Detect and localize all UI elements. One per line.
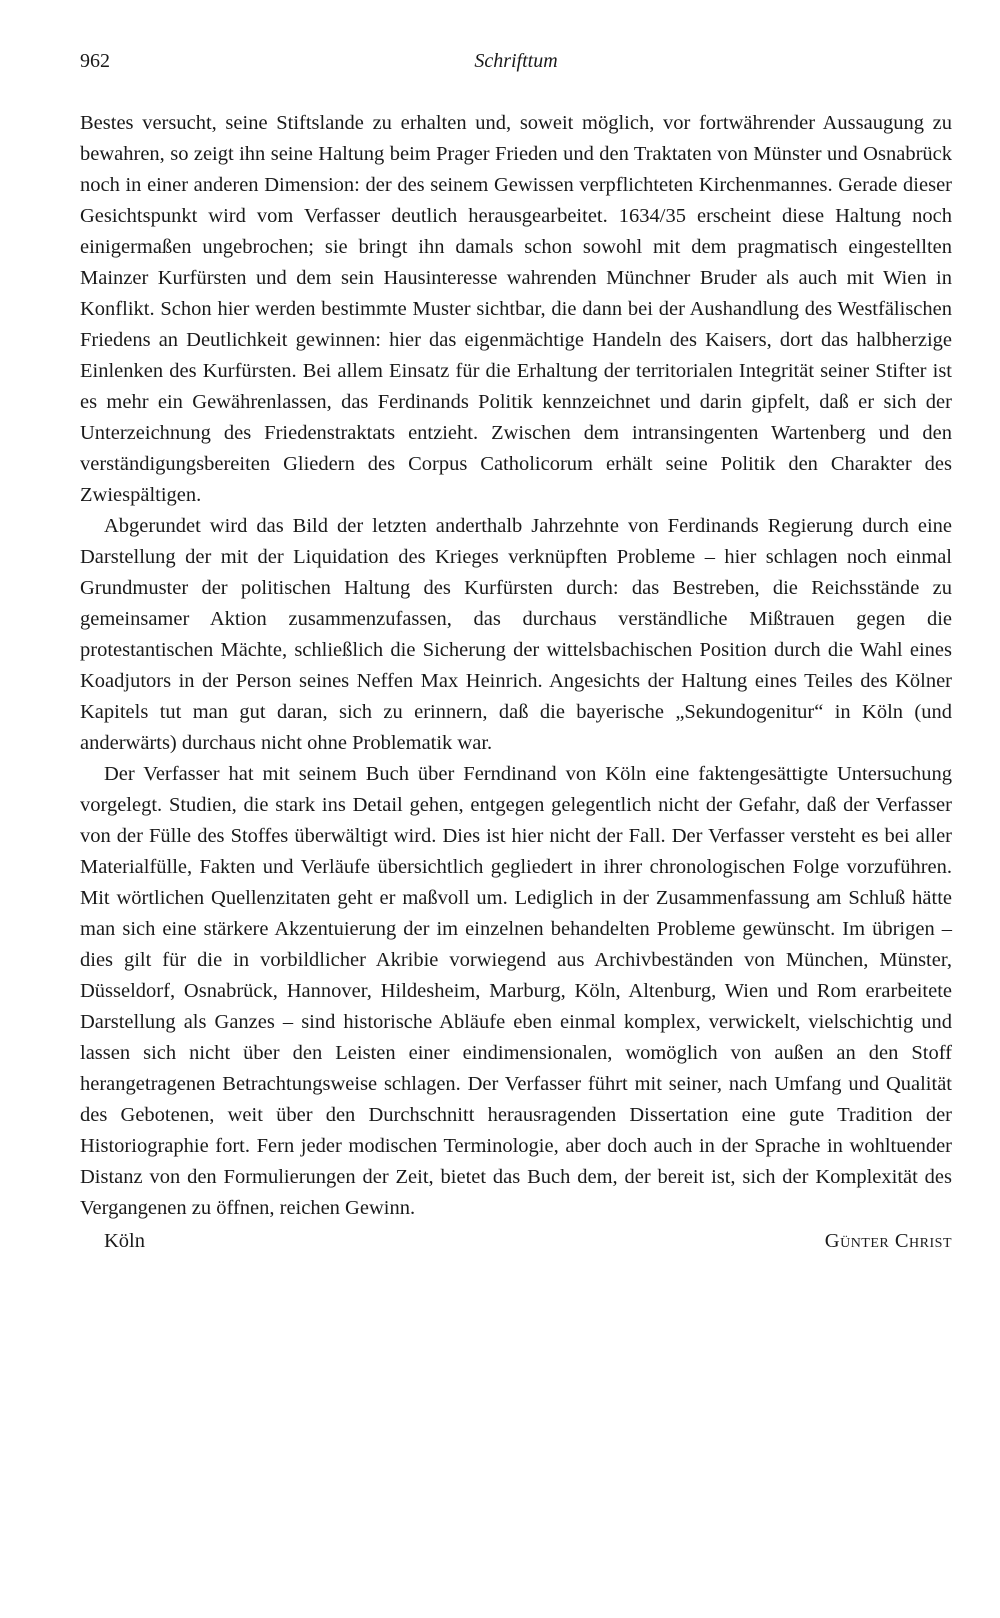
running-header — [80, 50, 952, 90]
page-number: 962 — [80, 50, 110, 72]
signature-place: Köln — [104, 1230, 145, 1252]
paragraph-3: Der Verfasser hat mit seinem Buch über Ferndinand von Köln eine faktengesättigte Untersuchung vorgelegt. Studien, die stark ins Detail gehen, entgegen gelegentlich nicht der Gefahr, daß der Verfasser von der Fülle des Stoffes überwältigt wird. Dies ist hier nicht der Fall. Der Verfasser versteht es bei aller Materialfülle, Fakten und Verläufe übersichtlich gegliedert in ihrer chronologischen Folge vorzuführen. Mit wörtlichen Quellenzitaten geht er maßvoll um. Lediglich in der Zusammenfassung am Schluß hätte man sich eine stärkere Akzentuierung der im einzelnen behandelten Probleme gewünscht. Im übrigen – dies gilt für die in vorbildlicher Akribie vorwiegend aus Archivbeständen von München, Münster, Düsseldorf, Osnabrück, Hannover, Hildesheim, Marburg, Köln, Altenburg, Wien und Rom erarbeitete Darstellung als Ganzes – sind historische Abläufe eben einmal komplex, verwickelt, vielschichtig und lassen sich nicht über den Leisten einer eindimensionalen, womöglich von außen an den Stoff herangetragenen Betrachtungsweise schlagen. Der Verfasser führt mit seiner, nach Umfang und Qualität des Gebotenen, weit über den Durchschnitt herausragenden Dissertation eine gute Tradition der Historiographie fort. Fern jeder modischen Terminologie, aber doch auch in der Sprache in wohltuender Distanz von den Formulierungen der Zeit, bietet das Buch dem, der bereit ist, sich der Komplexität des Vergangenen zu öffnen, reichen Gewinn. — [80, 763, 952, 1219]
signature-author: Günter Christ — [824, 1230, 952, 1252]
signature-line — [80, 1226, 952, 1257]
running-title: Schrifttum — [474, 50, 558, 72]
paragraph-1: Bestes versucht, seine Stiftslande zu erhalten und, soweit möglich, vor fortwährender Aussaugung zu bewahren, so zeigt ihn seine Haltung beim Prager Frieden und den Traktaten von Münster und Osnabrück noch in einer anderen Dimension: der des seinem Gewissen verpflichteten Kirchenmannes. Gerade dieser Gesichtspunkt wird vom Verfasser deutlich herausgearbeitet. 1634/35 erscheint diese Haltung noch einigermaßen ungebrochen; sie bringt ihn damals schon sowohl mit dem pragmatisch eingestellten Mainzer Kurfürsten und dem sein Hausinteresse wahrenden Münchner Bruder als auch mit Wien in Konflikt. Schon hier werden bestimmte Muster sichtbar, die dann bei der Aushandlung des Westfälischen Friedens an Deutlichkeit gewinnen: hier das eigenmächtige Handeln des Kaisers, dort das halbherzige Einlenken des Kurfürsten. Bei allem Einsatz für die Erhaltung der territorialen Integrität seiner Stifter ist es mehr ein Gewährenlassen, das Ferdinands Politik kennzeichnet und darin gipfelt, daß er sich der Unterzeichnung des Friedenstraktats entzieht. Zwischen dem intransingenten Wartenberg und den verständigungsbereiten Gliedern des Corpus Catholicorum erhält seine Politik den Charakter des Zwiespältigen. — [80, 112, 952, 506]
book-page — [80, 50, 952, 1257]
review-body — [80, 108, 952, 1224]
paragraph-2: Abgerundet wird das Bild der letzten anderthalb Jahrzehnte von Ferdinands Regierung durch eine Darstellung der mit der Liquidation des Krieges verknüpften Probleme – hier schlagen noch einmal Grundmuster der politischen Haltung des Kurfürsten durch: das Bestreben, die Reichsstände zu gemeinsamer Aktion zusammenzufassen, das durchaus verständliche Mißtrauen gegen die protestantischen Mächte, schließlich die Sicherung der wittelsbachischen Position durch die Wahl eines Koadjutors in der Person seines Neffen Max Heinrich. Angesichts der Haltung eines Teiles des Kölner Kapitels tut man gut daran, sich zu erinnern, daß die bayerische „Sekundogenitur“ in Köln (und anderwärts) durchaus nicht ohne Problematik war. — [80, 515, 952, 754]
